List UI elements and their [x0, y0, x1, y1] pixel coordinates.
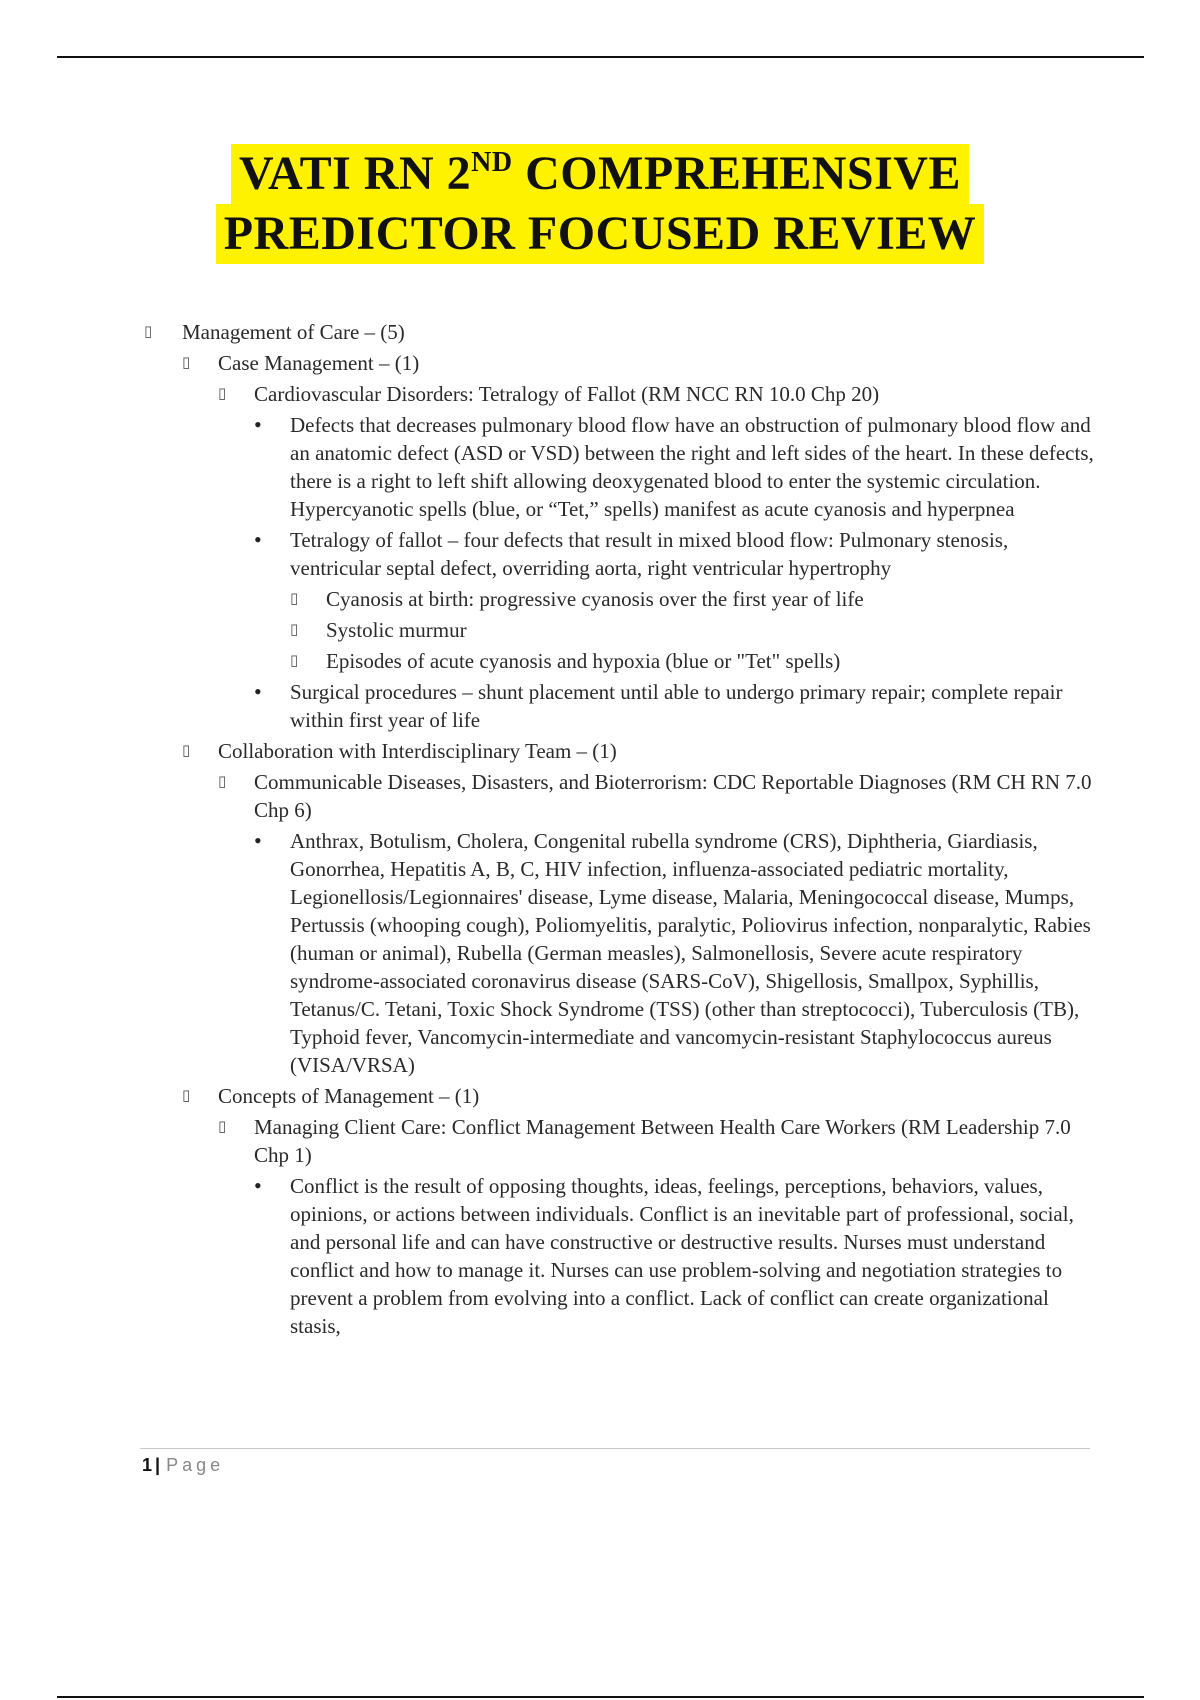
outline — [140, 318, 1100, 1343]
outline-item-cdc-topic: ▯ Communicable Diseases, Disasters, and Bioterrorism: CDC Reportable Diagnoses (RM CH RN 7.0 Chp 6) — [218, 770, 1092, 822]
bullet-icon: • — [254, 828, 262, 853]
missing-glyph-icon: ▯ — [290, 591, 299, 607]
missing-glyph-icon: ▯ — [290, 653, 299, 669]
bullet-item: • Anthrax, Botulism, Cholera, Congenital rubella syndrome (CRS), Diphtheria, Giardiasis, Gonorrhea, Hepatitis A, B, C, HIV infection, influenza-associated pediatric mortality, Legionellosis/Legionnaires' disease, Lyme disease, Malaria, Meningococcal disease, Mumps, Pertussis (whooping cough), Poliomyelitis, paralytic, Poliovirus infection, nonparalytic, Rabies (human or animal), Rubella (German measles), Salmonellosis, Severe acute respiratory syndrome-associated coronavirus disease (SARS-CoV), Shigellosis, Smallpox, Syphillis, Tetanus/C. Tetani, Toxic Shock Syndrome (TSS) (other than streptococci), Tuberculosis (TB), Typhoid fever, Vancomycin-intermediate and vancomycin-resistant Staphylococcus aureus (VISA/VRSA) — [254, 828, 1091, 1077]
document-title — [0, 144, 1200, 264]
missing-glyph-icon: ▯ — [218, 386, 227, 402]
title-line-1: VATI RN 2ND COMPREHENSIVE — [231, 144, 969, 204]
outline-item-cardio-topic: ▯ Cardiovascular Disorders: Tetralogy of Fallot (RM NCC RN 10.0 Chp 20) — [218, 382, 880, 406]
outline-item-management-of-care: ▯ Management of Care – (5) — [144, 320, 405, 344]
page-number: 1 — [142, 1455, 153, 1475]
title-line-2: PREDICTOR FOCUSED REVIEW — [216, 204, 985, 264]
page-label: Page — [166, 1455, 225, 1475]
bullet-item: • Defects that decreases pulmonary blood flow have an obstruction of pulmonary blood flow and an anatomic defect (ASD or VSD) between the right and left sides of the heart. In these defects, there is a right to left shift allowing deoxygenated blood to enter the systemic circulation. Hypercyanotic spells (blue, or “Tet,” spells) manifest as acute cyanosis and hyperpnea — [254, 412, 1094, 521]
outline-item-concepts-of-management: ▯ Concepts of Management – (1) — [182, 1084, 480, 1108]
sub-bullet-item: ▯ Episodes of acute cyanosis and hypoxia (blue or "Tet" spells) — [290, 649, 841, 673]
top-rule — [57, 56, 1144, 58]
missing-glyph-icon: ▯ — [218, 1119, 227, 1135]
bullet-icon: • — [254, 412, 262, 437]
missing-glyph-icon: ▯ — [182, 1088, 191, 1104]
outline-item-collaboration: ▯ Collaboration with Interdisciplinary Team – (1) — [182, 739, 617, 763]
missing-glyph-icon: ▯ — [290, 622, 299, 638]
outline-item-conflict-topic: ▯ Managing Client Care: Conflict Management Between Health Care Workers (RM Leadership 7.0 Chp 1) — [218, 1115, 1071, 1167]
bullet-icon: • — [254, 527, 262, 552]
missing-glyph-icon: ▯ — [182, 743, 191, 759]
bullet-item: • Conflict is the result of opposing thoughts, ideas, feelings, perceptions, behaviors, values, opinions, or actions between individuals. Conflict is an inevitable part of professional, social, and personal life and can have constructive or destructive results. Nurses must understand conflict and how to manage it. Nurses can use problem-solving and negotiation strategies to prevent a problem from evolving into a conflict. Lack of conflict can create organizational stasis, — [254, 1173, 1074, 1338]
sub-bullet-item: ▯ Systolic murmur — [290, 618, 467, 642]
footer-separator: | — [155, 1455, 161, 1475]
bullet-item: • Tetralogy of fallot – four defects that result in mixed blood flow: Pulmonary stenosis, ventricular septal defect, overriding aorta, right ventricular hypertrophy — [254, 527, 1009, 580]
missing-glyph-icon: ▯ — [144, 324, 153, 340]
footer-divider — [140, 1448, 1090, 1449]
missing-glyph-icon: ▯ — [182, 355, 191, 371]
bottom-rule — [57, 1696, 1144, 1698]
outline-item-case-management: ▯ Case Management – (1) — [182, 351, 420, 375]
page-footer — [142, 1452, 224, 1478]
missing-glyph-icon: ▯ — [218, 774, 227, 790]
sub-bullet-item: ▯ Cyanosis at birth: progressive cyanosis over the first year of life — [290, 587, 864, 611]
bullet-item: • Surgical procedures – shunt placement until able to undergo primary repair; complete repair within first year of life — [254, 679, 1063, 732]
bullet-icon: • — [254, 1173, 262, 1198]
bullet-icon: • — [254, 679, 262, 704]
